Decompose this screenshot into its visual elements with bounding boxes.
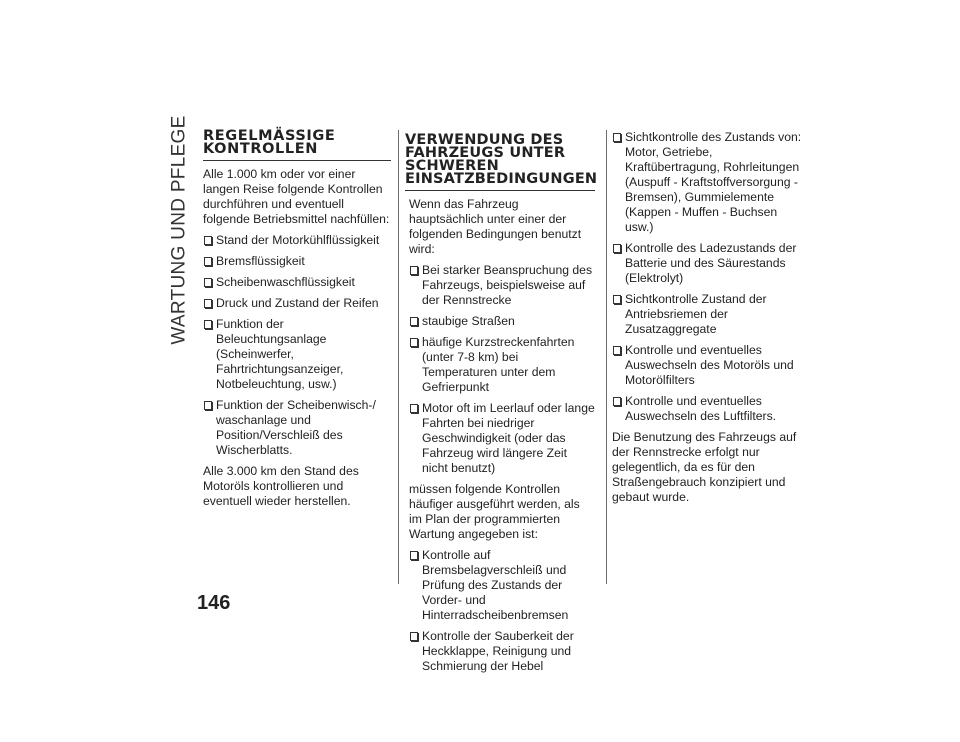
section-outro: Alle 3.000 km den Stand des Motoröls kontrollieren und eventuell wieder herstellen.	[203, 464, 359, 508]
list-item	[203, 275, 391, 290]
checkbox-bullet-icon	[204, 299, 212, 308]
list-item	[612, 292, 806, 337]
checkbox-bullet-icon	[410, 551, 418, 560]
list-item-text: Stand der Motorkühlflüssigkeit	[216, 233, 380, 247]
checkbox-bullet-icon	[204, 236, 212, 245]
list-item-text: Bei starker Beanspruchung des Fahrzeugs, beispielsweise auf der Rennstrecke	[422, 263, 593, 307]
list-item	[612, 241, 806, 286]
section-heading-regular-checks: REGELMÄSSIGE KONTROLLEN	[203, 130, 391, 161]
check-list	[612, 130, 806, 424]
section-intro: Alle 1.000 km oder vor einer langen Reise folgende Kontrollen durchführen und eventuell folgende Betriebsmittel nachfüllen:	[203, 167, 390, 226]
checkbox-bullet-icon	[204, 401, 212, 410]
list-item	[203, 233, 391, 248]
list-item-text: Kontrolle und eventuelles Auswechseln des Luftfilters.	[625, 394, 777, 423]
checkbox-bullet-icon	[410, 338, 418, 347]
chapter-side-title-text: WARTUNG UND PFLEGE	[169, 115, 191, 345]
checkbox-bullet-icon	[410, 404, 418, 413]
checkbox-bullet-icon	[410, 632, 418, 641]
list-item-text: Kontrolle des Ladezustands der Batterie und des Säurestands (Elektrolyt)	[625, 241, 797, 285]
checkbox-bullet-icon	[204, 257, 212, 266]
checkbox-bullet-icon	[613, 295, 621, 304]
section-intro: Wenn das Fahrzeug hauptsächlich unter einer der folgenden Bedingungen benutzt wird:	[409, 197, 582, 256]
list-item-text: Funktion der Beleuchtungsanlage (Scheinwerfer, Fahrtrichtungsanzeiger, Notbeleuchtung, usw.)	[216, 317, 344, 391]
list-item	[203, 317, 391, 392]
checkbox-bullet-icon	[613, 244, 621, 253]
checkbox-bullet-icon	[410, 317, 418, 326]
list-item	[409, 401, 595, 476]
checkbox-bullet-icon	[204, 320, 212, 329]
list-item	[203, 296, 391, 311]
list-item-text: Sichtkontrolle Zustand der Antriebsriemen der Zusatzaggregate	[625, 292, 767, 336]
section-outro: Die Benutzung des Fahrzeugs auf der Rennstrecke erfolgt nur gelegentlich, da es für den Straßengebrauch konzipiert und gebaut wurde.	[612, 430, 797, 504]
list-item	[409, 548, 595, 623]
condition-list	[405, 263, 595, 476]
list-item	[203, 398, 391, 458]
section-middle-text: müssen folgende Kontrollen häufiger ausgeführt werden, als im Plan der programmierten Wartung angegeben ist:	[409, 482, 580, 541]
check-list	[405, 548, 595, 674]
checkbox-bullet-icon	[613, 346, 621, 355]
checkbox-bullet-icon	[613, 133, 621, 142]
list-item	[612, 394, 806, 424]
list-item-text: Funktion der Scheibenwisch-/ waschanlage und Position/Verschleiß des Wischerblatts.	[216, 398, 376, 457]
column-divider-2	[606, 130, 607, 584]
list-item-text: häufige Kurzstreckenfahrten (unter 7-8 km) bei Temperaturen unter dem Gefrierpunkt	[422, 335, 575, 394]
list-item-text: Sichtkontrolle des Zustands von: Motor, Getriebe, Kraftübertragung, Rohrleitungen (Auspuff - Kraftstoffversorgung - Bremsen), Gummielemente (Kappen - Muffen - Buchsen usw.)	[625, 130, 802, 234]
list-item	[612, 343, 806, 388]
list-item	[203, 254, 391, 269]
section-regular-checks	[203, 130, 391, 515]
chapter-side-title	[166, 115, 194, 345]
list-item-text: Motor oft im Leerlauf oder lange Fahrten bei niedriger Geschwindigkeit (oder das Fahrzeug wird längere Zeit nicht benutzt)	[422, 401, 595, 475]
section-severe-conditions	[405, 132, 598, 680]
column-divider-1	[398, 130, 399, 584]
list-item-text: staubige Straßen	[422, 314, 515, 328]
list-item-text: Kontrolle der Sauberkeit der Heckklappe, Reinigung und Schmierung der Hebel	[422, 629, 574, 673]
list-item	[409, 629, 595, 674]
checkbox-bullet-icon	[204, 278, 212, 287]
check-list	[203, 233, 391, 458]
list-item	[409, 335, 595, 395]
checkbox-bullet-icon	[410, 266, 418, 275]
list-item-text: Druck und Zustand der Reifen	[216, 296, 379, 310]
list-item-text: Kontrolle auf Bremsbelagverschleiß und Prüfung des Zustands der Vorder- und Hinterradscheibenbremsen	[422, 548, 569, 622]
page-number: 146	[197, 592, 231, 614]
list-item-text: Bremsflüssigkeit	[216, 254, 305, 268]
list-item-text: Kontrolle und eventuelles Auswechseln des Motoröls und Motorölfilters	[625, 343, 794, 387]
list-item	[409, 263, 595, 308]
list-item-text: Scheibenwaschflüssigkeit	[216, 275, 355, 289]
section-heading-severe-conditions: VERWENDUNG DES FAHRZEUGS UNTER SCHWEREN EINSATZBEDINGUNGEN	[405, 134, 595, 191]
section-severe-conditions-continued	[612, 130, 806, 511]
list-item	[409, 314, 595, 329]
checkbox-bullet-icon	[613, 397, 621, 406]
list-item	[612, 130, 806, 235]
